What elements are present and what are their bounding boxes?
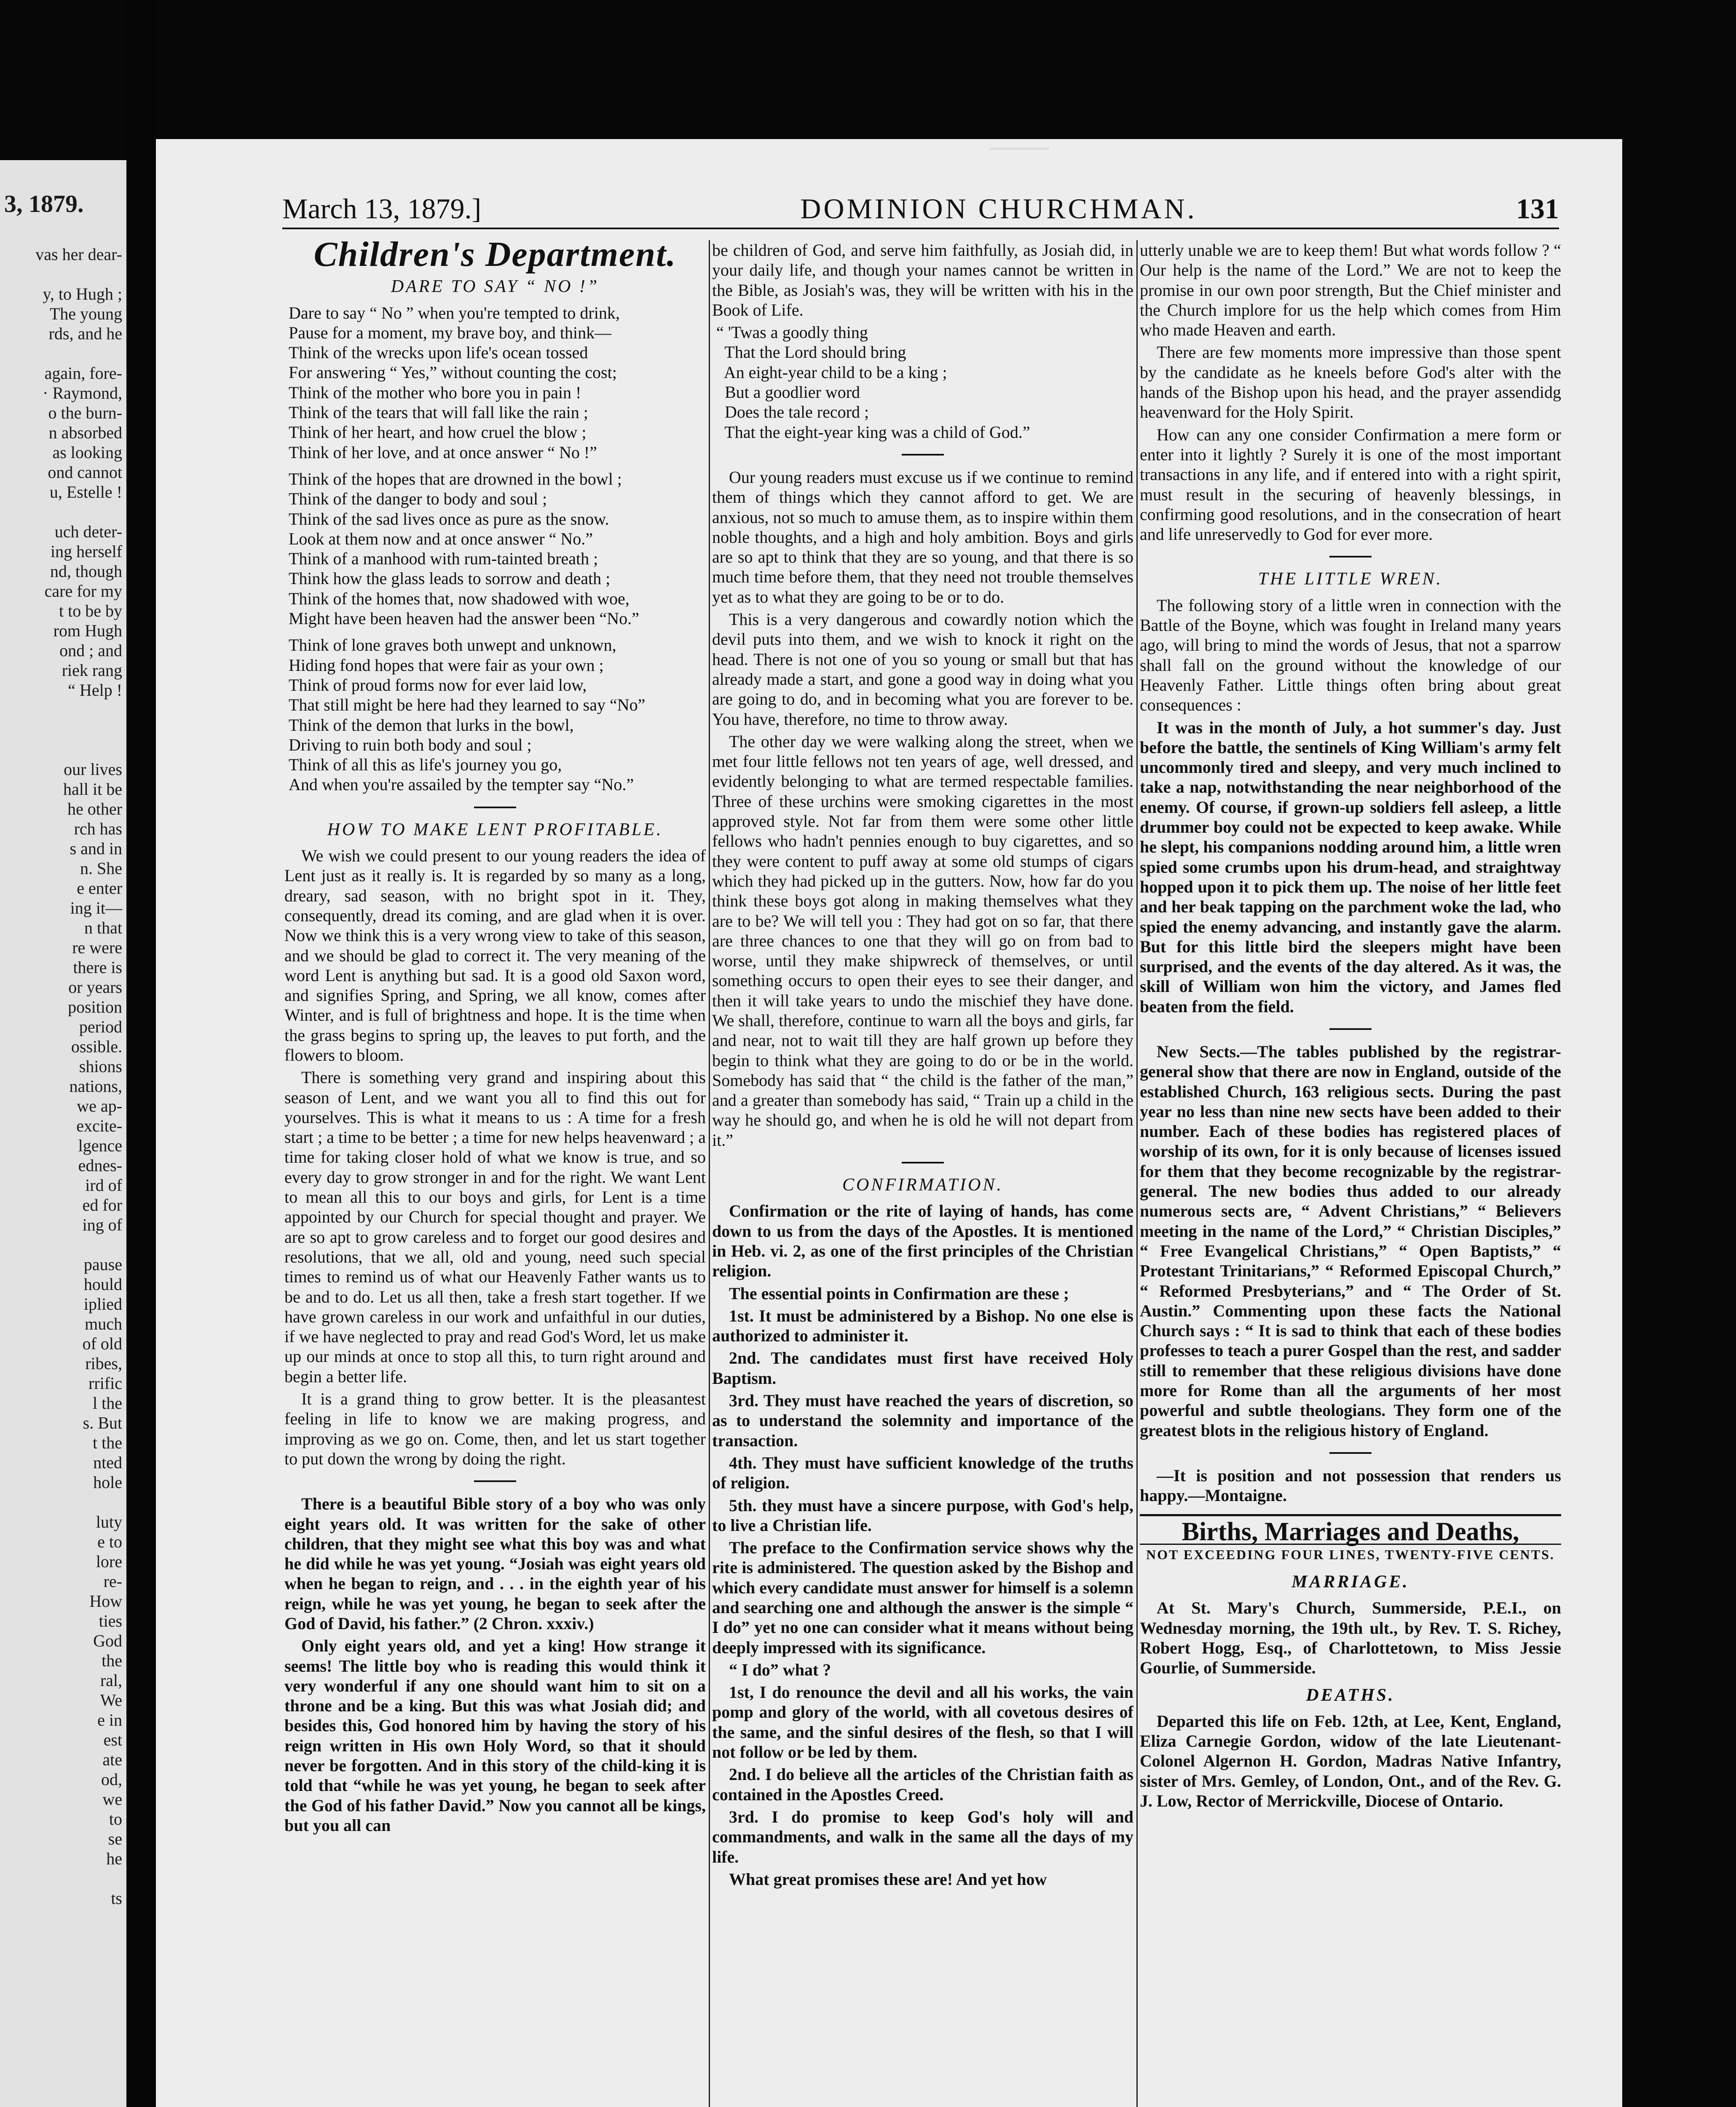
adjacent-page-line: hall it be: [63, 780, 122, 799]
adjacent-page-line: riek rang: [62, 661, 122, 680]
adjacent-page-line: luty: [96, 1512, 122, 1531]
adjacent-page-line: t to be by: [59, 601, 122, 620]
article-paragraph: New Sects.—The tables published by the registrar-general show that there are now in England, outside of the established Church, 163 religious sects. During the past year no less than nine new sects have been added to their number. Each of these bodies has registered places of worship of its own, for it is only because of licenses issued for them that they become recognizable by the registrar-general. The new bodies thus added to our already numerous sects are, “ Advent Christians,” “ Believers meeting in the name of the Lord,” “ Christian Disciples,” “ Free Evangelical Christians,” “ Open Baptists,” “ Protestant Trinitarians,” “ Reformed Episcopal Church,” “ Reformed Presbyterians,” and “ The Order of St. Austin.” Commenting upon these facts the National Church says : “ It is sad to think that each of these bodies professes to teach a purer Gospel than the rest, and sadder still to remember that these religious divisions have done more for Rome than all the arguments of her most powerful and subtle theologians. They form one of the greatest blots in the religious history of England.: [1140, 1042, 1561, 1440]
adjacent-page-text: [0, 244, 122, 1908]
poem-title: DARE TO SAY “ NO !”: [391, 277, 600, 297]
deaths-title: DEATHS.: [1306, 1685, 1395, 1705]
adjacent-page-line: ond cannot: [48, 463, 122, 482]
article-paragraph: 3rd. I do promise to keep God's holy will and commandments, and walk in the same all the days of my life.: [712, 1807, 1133, 1866]
article-paragraph: The following story of a little wren in connection with the Battle of the Boyne, which was fought in Ireland many years ago, will bring to mind the words of Jesus, that not a sparrow shall fall on the ground without the knowledge of our Heavenly Father. Little things often bring about great consequences :: [1140, 595, 1561, 715]
adjacent-page-line: lgence: [78, 1136, 122, 1155]
article-paragraph: Our young readers must excuse us if we continue to remind them of things which they cannot afford to get. We are anxious, not so much to amuse them, as to inspire within them noble thoughts, and a high and holy ambition. Boys and girls are so apt to think that they are so young, and that there is so much time before them, that they need not trouble themselves yet as to what they are going to be or to do.: [712, 467, 1133, 606]
adjacent-page-line: ing of: [82, 1215, 122, 1234]
adjacent-page-line: he other: [67, 799, 122, 818]
adjacent-page-line: hole: [93, 1473, 122, 1492]
lent-article-title: HOW TO MAKE LENT PROFITABLE.: [327, 820, 663, 839]
adjacent-page-line: to: [109, 1809, 122, 1828]
article-paragraph: The preface to the Confirmation service shows why the rite is administered. The question asked by the Bishop and which every candidate must answer for himself is a solemn and searching one and although the answer is the simple “ I do” yet no one can consider what it means without being deeply impressed with its significance.: [712, 1538, 1133, 1657]
adjacent-page-line: re-: [103, 1572, 122, 1591]
adjacent-page-line: nted: [93, 1453, 122, 1472]
notices-rate: NOT EXCEEDING FOUR LINES, TWENTY-FIVE CENTS.: [1146, 1547, 1555, 1562]
article-paragraph: It is a grand thing to grow better. It is the pleasantest feeling in life to know we are making progress, and improving as we go on. Come, then, and let us start together to put down the wrong by doing the right.: [284, 1389, 706, 1468]
adjacent-page-line: rch has: [74, 819, 122, 838]
article-paragraph: What great promises these are! And yet how: [729, 1869, 1047, 1889]
adjacent-page-line: vas her dear-: [35, 245, 122, 264]
adjacent-page-line: our lives: [64, 760, 122, 779]
article-paragraph: There is something very grand and inspiring about this season of Lent, and we want you all to find this out for yourselves. This is what it means to us : A time for a fresh start ; a time to be better ; a time for new helps heavenward ; a time for taking closer hold of what we know is true, and so every day to grow stronger in and for the right. We want Lent to mean all this to our boys and girls, for Lent is a time appointed by our Church for special thought and prayer. We are so apt to grow careless and to forget our good desires and resolutions, that we all, old and young, need such special times to remind us of what our Heavenly Father wants us to be and to do. Let us all then, take a fresh start together. If we have grown careless in our work and unfaithful in our duties, if we have neglected to pray and read God's Word, let us make up our minds at once to stop all this, to turn right around and begin a better life.: [284, 1068, 706, 1386]
verse-quote: “ 'Twas a goodly thing That the Lord should bring An eight-year child to be a king ; But a goodlier word Does the tale record ; That the eight-year king was a child of God.”: [716, 323, 1030, 442]
article-paragraph: We wish we could present to our young readers the idea of Lent just as it really is. It is regarded by so many as a long, dreary, sad season, with no bright spot in it. They, consequently, dread its coming, and are glad when it is over. Now we think this is a very wrong view to take of this season, and we should be glad to correct it. The very meaning of the word Lent is anything but sad. It is a good old Saxon word, and signifies Spring, and Spring, we all know, comes after Winter, and is full of brightness and hope. It is the time when the grass begins to spring up, the leaves to put forth, and the flowers to bloom.: [284, 846, 706, 1064]
adjacent-page-line: l the: [93, 1394, 122, 1413]
adjacent-page-line: much: [85, 1314, 122, 1333]
adjacent-page-line: [0, 1235, 122, 1255]
article-paragraph: Only eight years old, and yet a king! How strange it seems! The little boy who is reading this would think it very wonderful if any one should want him to sit on a throne and be a king. But this was what Josiah did; and besides this, God honored him by having the story of his reign written in His own Holy Word, so that it should never be forgotten. And in this story of the child-king it is told that “while he was yet young, he began to seek after the God of his father David.” Now you cannot all be kings, but you all can: [284, 1636, 706, 1835]
adjacent-page-line: e in: [97, 1710, 122, 1729]
death-notice: [1140, 1711, 1561, 1811]
adjacent-page-line: e enter: [77, 879, 122, 898]
adjacent-page-line: [0, 700, 122, 720]
adjacent-page-line: [0, 720, 122, 740]
article-paragraph: Confirmation or the rite of laying of hands, has come down to us from the days of the Apostles. It is mentioned in Heb. vi. 2, as one of the first principles of the Christian religion.: [712, 1201, 1133, 1281]
article-paragraph: This is a very dangerous and cowardly notion which the devil puts into them, and we wish to knock it right on the head. There is not one of you so young or small but that has already made a start, and gone a good way in doing what you are going to do, and in becoming what you are forever to be. You have, therefore, no time to throw away.: [712, 610, 1133, 729]
adjacent-page-line: n. She: [80, 859, 122, 878]
adjacent-page-line: again, fore-: [44, 364, 122, 383]
adjacent-page-line: ond ; and: [59, 641, 122, 660]
poem-stanza: Think of lone graves both unwept and unknown, Hiding fond hopes that were fair as your own ; Think of proud forms now for ever laid low, That still might be here had they learned to say “No” Think of the demon that lurks in the bowl, Driving to ruin both body and soul ; Think of all this as life's journey you go, And when you're assailed by the tempter say “No.”: [289, 635, 646, 794]
article-paragraph: be children of God, and serve him faithfully, as Josiah did, in your daily life, and though your names cannot be written in the Bible, as Josiah's was, they will be written with his in the Book of Life.: [712, 241, 1133, 319]
marriage-notice: [1140, 1598, 1561, 1678]
newspaper-page: [156, 139, 1622, 2107]
adjacent-page-line: e to: [97, 1532, 122, 1551]
adjacent-page-line: ing it—: [70, 898, 122, 917]
adjacent-page-line: n that: [84, 918, 122, 937]
adjacent-page-line: [0, 502, 122, 522]
column-divider: [709, 240, 710, 2107]
adjacent-page-line: “ Help !: [68, 681, 122, 700]
adjacent-page-line: · Raymond,: [43, 383, 122, 402]
poem-stanza: Think of the hopes that are drowned in the bowl ; Think of the danger to body and soul ; Think of the sad lives once as pure as the snow. Look at them now and at once answer “ No.” Think of a manhood with rum-tainted breath ; Think how the glass leads to sorrow and death ; Think of the homes that, now shadowed with woe, Might have been heaven had the answer been “No.”: [289, 469, 639, 628]
adjacent-page-line: shions: [79, 1057, 122, 1076]
adjacent-page-line: rrific: [88, 1374, 122, 1393]
section-rule: [474, 807, 516, 808]
adjacent-page-line: [0, 1868, 122, 1888]
section-rule: [902, 454, 944, 456]
section-rule: [1329, 1452, 1372, 1454]
adjacent-page-line: y, to Hugh ;: [43, 284, 122, 303]
article-paragraph: There are few moments more impressive than those spent by the candidate as he kneels before God's alter with the hands of the Bishop upon his head, and the prayer assendidg heavenward for the Holy Spirit.: [1140, 343, 1561, 422]
adjacent-page-line: s and in: [70, 839, 122, 858]
page-header: [282, 190, 1559, 229]
adjacent-page-line: nd, though: [50, 562, 122, 581]
article-paragraph: There is a beautiful Bible story of a boy who was only eight years old. It was written for the sake of other children, that they might see what this boy was and what he did while he was yet young. “Josiah was eight years old when he began to reign, and . . . in the eighth year of his reign, while he was yet young, he began to seek after the God of David, his father.” (2 Chron. xxxiv.): [284, 1494, 706, 1633]
article-paragraph: 2nd. The candidates must first have received Holy Baptism.: [712, 1348, 1133, 1388]
adjacent-page-line: se: [108, 1829, 122, 1848]
section-rule: [902, 1162, 944, 1163]
page-number: 131: [1516, 192, 1559, 225]
column-3: [1140, 240, 1561, 2107]
article-paragraph: 1st, I do renounce the devil and all his works, the vain pomp and glory of the world, with all covetous desires of the same, and the sinful desires of the flesh, so that I will not follow or be led by them.: [712, 1683, 1133, 1762]
adjacent-page-line: The young: [49, 304, 122, 323]
adjacent-page-line: God: [93, 1631, 122, 1650]
adjacent-page-line: uch deter-: [54, 522, 122, 541]
book-gutter: [126, 0, 156, 2107]
adjacent-page-line: position: [68, 997, 122, 1016]
adjacent-page-line: rds, and he: [48, 324, 122, 343]
wren-title: THE LITTLE WREN.: [1258, 569, 1443, 589]
adjacent-page-line: hould: [83, 1275, 122, 1294]
adjacent-page-line: [0, 740, 122, 759]
adjacent-page-line: ing herself: [51, 542, 122, 561]
article-paragraph: 3rd. They must have reached the years of discretion, so as to understand the solemnity and importance of the transaction.: [712, 1391, 1133, 1450]
adjacent-page-line: iplied: [83, 1295, 122, 1314]
adjacent-page-line: We: [100, 1691, 122, 1710]
adjacent-page-line: est: [103, 1730, 122, 1749]
adjacent-page-line: s. But: [83, 1413, 122, 1432]
article-paragraph: How can any one consider Confirmation a mere form or enter into it lightly ? Surely it is one of the most important transactions in any life, and if entered into with a right spirit, must result in the securing of heavenly blessings, in confirming good resolutions, and in the consecration of heart and life unreservedly to God for ever more.: [1140, 425, 1561, 544]
adjacent-page-line: ate: [102, 1750, 122, 1769]
adjacent-page-line: ed for: [82, 1196, 122, 1214]
confirmation-article: [712, 1201, 1133, 1889]
column-2: [712, 240, 1133, 2107]
marriage-title: MARRIAGE.: [1291, 1572, 1409, 1592]
section-rule: [1329, 556, 1372, 558]
adjacent-page-line: ts: [111, 1889, 122, 1908]
adjacent-page-line: pause: [83, 1255, 122, 1274]
adjacent-page-line: we ap-: [77, 1096, 122, 1115]
adjacent-page-date: 3, 1879.: [4, 190, 84, 217]
adjacent-page-line: ossible.: [71, 1037, 122, 1056]
adjacent-page-line: ednes-: [78, 1156, 122, 1175]
notices-title: Births, Marriages and Deaths,: [1140, 1514, 1561, 1545]
adjacent-page-line: od,: [101, 1770, 122, 1789]
confirmation-title: CONFIRMATION.: [842, 1175, 1003, 1195]
article-paragraph: 4th. They must have sufficient knowledge of the truths of religion.: [712, 1453, 1133, 1493]
adjacent-page-line: ribes,: [85, 1354, 122, 1373]
article-paragraph: 2nd. I do believe all the articles of the Christian faith as contained in the Apostles Creed.: [712, 1765, 1133, 1804]
adjacent-page-line: the: [102, 1651, 122, 1670]
section-rule: [474, 1480, 516, 1482]
adjacent-page-line: we: [102, 1790, 122, 1809]
adjacent-page-line: lore: [96, 1552, 122, 1571]
article-paragraph: The essential points in Confirmation are these ;: [729, 1284, 1069, 1303]
adjacent-page-line: re were: [72, 938, 122, 957]
adjacent-page-line: of old: [82, 1334, 122, 1353]
header-date: March 13, 1879.]: [282, 192, 482, 225]
header-title: DOMINION CHURCHMAN.: [800, 192, 1197, 225]
adjacent-page-line: How: [89, 1592, 122, 1611]
adjacent-page-line: ird of: [85, 1176, 122, 1195]
adjacent-page-line: ral,: [100, 1671, 122, 1690]
adjacent-page-line: [0, 343, 122, 363]
article-paragraph: It was in the month of July, a hot summer's day. Just before the battle, the sentinels of King William's army felt uncommonly tired and sleepy, and very much inclined to take a nap, notwithstanding the near neighborhood of the enemy. Of course, if grown-up soldiers fell asleep, a little drummer boy could not be expected to keep awake. While he slept, his companions nodding around him, a little wren spied some crumbs upon his drum-head, and straightway hopped upon it to pick them up. The noise of her little feet and her beak tapping on the parchment woke the lad, who spied the enemy advancing, and instantly gave the alarm. But for this little bird the sleepers might have been surprised, and the events of the day altered. As it was, the skill of William won him the victory, and James fled beaten from the field.: [1140, 718, 1561, 1016]
montaigne-quote: [1140, 1466, 1561, 1506]
page-scratch-mark: [990, 147, 1049, 150]
new-sects-article: [1140, 1042, 1561, 1440]
adjacent-page-edge: [0, 160, 126, 2107]
article-paragraph: The other day we were walking along the street, when we met four little fellows not ten years of age, well dressed, and evidently belonging to what are termed respectable families. Three of these urchins were smoking cigarettes in the most approved style. Not far from them were some other little fellows who hadn't pennies enough to buy cigarettes, and so they were content to puff away at some old stumps of cigars which they had picked up in the gutters. Now, how far do you think these boys got along in making themselves what they are to be? We will tell you : They had got on so far, that there are three chances to one that they will go on from bad to worse, until they make shipwreck of themselves, or until something occurs to open their eyes to see their danger, and then it will take years to undo the mischief they have done. We shall, therefore, continue to warn all the boys and girls, far and near, not to wait till they are half grown up before they begin to think what they are going to do or be in the world. Somebody has said that “ the child is the father of the man,” and a greater than somebody has said, “ Train up a child in the way he should go, and when he is old he will not depart from it.”: [712, 732, 1133, 1150]
article-paragraph: 1st. It must be administered by a Bishop. No one else is authorized to administer it.: [712, 1306, 1133, 1346]
josiah-article: [284, 1494, 706, 1835]
article-paragraph: utterly unable we are to keep them! But what words follow ? “ Our help is the name of the Lord.” We are not to keep the promise in our own poor strength, But the Chief minister and the Church implore for us the help which comes from Him who made Heaven and earth.: [1140, 241, 1561, 340]
adjacent-page-line: as looking: [52, 443, 122, 462]
adjacent-page-line: rom Hugh: [53, 621, 122, 640]
adjacent-page-line: care for my: [44, 582, 122, 600]
poem-stanza: Dare to say “ No ” when you're tempted to drink, Pause for a moment, my brave boy, and think— Think of the wrecks upon life's ocean tossed For answering “ Yes,” without counting the cost; Think of the mother who bore you in pain ! Think of the tears that will fall like the rain ; Think of her heart, and how cruel the blow ; Think of her love, and at once answer “ No !”: [289, 303, 620, 462]
article-paragraph: “ I do” what ?: [729, 1660, 831, 1679]
adjacent-page-line: he: [106, 1849, 122, 1868]
article-paragraph: Departed this life on Feb. 12th, at Lee, Kent, England, Eliza Carnegie Gordon, widow of the late Lieutenant-Colonel Algernon H. Gordon, Madras Native Infantry, sister of Mrs. Gemley, of London, Ont., and of the Rev. G. J. Low, Rector of Merrickville, Diocese of Ontario.: [1140, 1711, 1561, 1811]
column-divider: [1136, 240, 1138, 2107]
article-paragraph: —It is position and not possession that renders us happy.—Montaigne.: [1140, 1466, 1561, 1505]
wren-article: [1140, 718, 1561, 1016]
column-1: [284, 240, 706, 2107]
adjacent-page-line: u, Estelle !: [49, 483, 122, 501]
adjacent-page-line: there is: [73, 958, 122, 977]
adjacent-page-line: t the: [93, 1433, 122, 1452]
adjacent-page-line: excite-: [76, 1116, 122, 1135]
article-paragraph: 5th. they must have a sincere purpose, with God's help, to live a Christian life.: [712, 1496, 1133, 1535]
adjacent-page-line: [0, 264, 122, 284]
department-title: Children's Department.: [313, 240, 677, 274]
adjacent-page-line: period: [79, 1017, 122, 1036]
adjacent-page-line: [0, 1492, 122, 1512]
adjacent-page-line: n absorbed: [48, 423, 122, 442]
section-rule: [1329, 1028, 1372, 1030]
adjacent-page-line: o the burn-: [48, 403, 122, 422]
adjacent-page-line: nations,: [69, 1077, 122, 1096]
adjacent-page-line: or years: [68, 978, 122, 997]
article-paragraph: At St. Mary's Church, Summerside, P.E.I., on Wednesday morning, the 19th ult., by Rev. T. S. Richey, Robert Hogg, Esq., of Charlottetown, to Miss Jessie Gourlie, of Summerside.: [1140, 1598, 1561, 1678]
adjacent-page-line: ties: [99, 1611, 122, 1630]
